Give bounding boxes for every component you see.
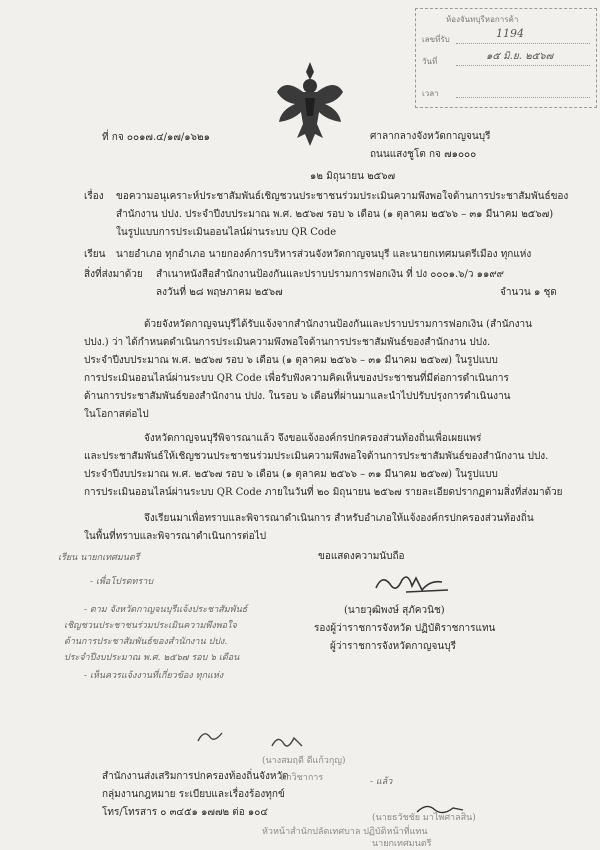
stamp-receive-no: 1194 xyxy=(496,27,524,40)
enclosure-line: ลงวันที่ ๒๘ พฤษภาคม ๒๕๖๗ xyxy=(156,287,283,298)
footer-division: กลุ่มงานกฎหมาย ระเบียบและเรื่องร้องทุกข์ xyxy=(102,789,285,800)
stamp-time-label: เวลา xyxy=(422,89,439,98)
paragraph-line: จังหวัดกาญจนบุรีพิจารณาแล้ว จึงขอแจ้งองค์กรปกครองส่วนท้องถิ่นเพื่อเผยแพร่ xyxy=(144,433,482,444)
paragraph-line: ด้านการประชาสัมพันธ์ของสำนักงาน ปปง. ในรอบ ๖ เดือนที่ผ่านมาและนำไปปรับปรุงการดำเนินงาน xyxy=(84,391,511,402)
garuda-emblem-icon xyxy=(275,58,345,150)
stamp-line xyxy=(456,65,590,66)
enclosure-quantity: จำนวน ๑ ชุด xyxy=(500,287,557,298)
initials-icon xyxy=(268,732,308,752)
annotation-line: ด้านการประชาสัมพันธ์ของสำนักงาน ปปง. xyxy=(64,637,228,647)
clerk-name: (นางสมฤดี ดีแก้วกุญ) xyxy=(262,756,346,766)
paragraph-line: ด้วยจังหวัดกาญจนบุรีได้รับแจ้งจากสำนักงานป้องกันและปราบปรามการฟอกเงิน (สำนักงาน xyxy=(144,319,532,330)
clerk-title: นักวิชาการ xyxy=(280,773,324,783)
paragraph-line: ปปง.) ว่า ได้กำหนดดำเนินการประเมินความพึงพอใจด้านการประชาสัมพันธ์ของสำนักงาน ปปง. xyxy=(84,337,491,348)
enclosure-line: สำเนาหนังสือสำนักงานป้องกันและปราบปรามการฟอกเงิน ที่ ปง ๐๐๐๑.๖/ว ๑๑๙๙ xyxy=(156,269,504,280)
stamp-date-label: วันที่ xyxy=(422,57,438,66)
signature-icon xyxy=(372,570,452,600)
officer-name: (นายธวัชชัย มาไพศาลสิน) xyxy=(372,813,476,823)
annotation-line: เชิญชวนประชาชนร่วมประเมินความพึงพอใจ xyxy=(64,621,237,631)
annotation-line: - ตาม จังหวัดกาญจนบุรีแจ้งประชาสัมพันธ์ xyxy=(84,605,248,615)
signer-name: (นายวุฒิพงษ์ สุภัควนิช) xyxy=(344,605,445,616)
receiving-stamp xyxy=(415,8,597,108)
subject-line: สำนักงาน ปปง. ประจำปีงบประมาณ พ.ศ. ๒๕๖๗ รอบ ๖ เดือน (๑ ตุลาคม ๒๕๖๖ – ๓๑ มีนาคม ๒๕๖๗) xyxy=(116,209,554,220)
office-address-line2: ถนนแสงชูโต กจ ๗๑๐๐๐ xyxy=(370,149,477,160)
office-address-line1: ศาลากลางจังหวัดกาญจนบุรี xyxy=(370,131,491,142)
paragraph-line: ในโอกาสต่อไป xyxy=(84,409,149,420)
annotation-line: - เห็นควรแจ้งงานที่เกี่ยวข้อง ทุกแห่ง xyxy=(84,671,224,681)
salutation-label: เรียน xyxy=(84,249,106,260)
stamp-receive-label: เลขที่รับ xyxy=(422,35,450,44)
stamp-line xyxy=(456,97,590,98)
officer-title: นายกเทศมนตรี xyxy=(372,839,432,849)
annotation-line: - เพื่อโปรดทราบ xyxy=(90,577,154,587)
footer-phone: โทร/โทรสาร ๐ ๓๔๕๑ ๑๗๗๒ ต่อ ๑๐๔ xyxy=(102,807,268,818)
subject-label: เรื่อง xyxy=(84,191,104,202)
paragraph-line: การประเมินออนไลน์ผ่านระบบ QR Code ภายในวันที่ ๒๐ มิถุนายน ๒๕๖๗ รายละเอียดปรากฏตามสิ่งที่ส่งมาด้วย xyxy=(84,487,563,498)
annotation-line: เรียน นายกเทศมนตรี xyxy=(58,553,140,563)
enclosure-label: สิ่งที่ส่งมาด้วย xyxy=(84,269,143,280)
paragraph-line: ประจำปีงบประมาณ พ.ศ. ๒๕๖๗ รอบ ๖ เดือน (๑ ตุลาคม ๒๕๖๖ – ๓๑ มีนาคม ๒๕๖๗) ในรูปแบบ xyxy=(84,469,498,480)
officer-title: หัวหน้าสำนักปลัดเทศบาล ปฏิบัติหน้าที่แทน xyxy=(262,827,428,837)
stamp-line xyxy=(456,43,590,44)
paragraph-line: ประจำปีงบประมาณ พ.ศ. ๒๕๖๗ รอบ ๖ เดือน (๑ ตุลาคม ๒๕๖๖ – ๓๑ มีนาคม ๒๕๖๗) ในรูปแบบ xyxy=(84,355,498,366)
body-paragraph-3 xyxy=(84,510,564,546)
stamp-agency: ห้องจันทบุรีหอการค้า xyxy=(446,15,519,24)
initials-icon xyxy=(196,725,226,747)
body-paragraph-2 xyxy=(84,430,564,502)
subject-line: ขอความอนุเคราะห์ประชาสัมพันธ์เชิญชวนประชาชนร่วมประเมินความพึงพอใจด้านการประชาสัมพันธ์ของ xyxy=(116,191,569,202)
stamp-date: ๑๕ มิ.ย. ๒๕๖๗ xyxy=(486,51,554,62)
subject-line: ในรูปแบบการประเมินออนไลน์ผ่านระบบ QR Code xyxy=(116,227,337,238)
document-date: ๑๒ มิถุนายน ๒๕๖๗ xyxy=(310,171,396,182)
paragraph-line: ในพื้นที่ทราบและพิจารณาดำเนินการต่อไป xyxy=(84,531,267,542)
paragraph-line: และประชาสัมพันธ์ให้เชิญชวนประชาชนร่วมประเมินความพึงพอใจด้านการประชาสัมพันธ์ของสำนักงาน ปปง. xyxy=(84,451,549,462)
paragraph-line: การประเมินออนไลน์ผ่านระบบ QR Code เพื่อรับฟังความคิดเห็นของประชาชนที่มีต่อการดำเนินการ xyxy=(84,373,509,384)
document-number: ที่ กจ ๐๐๑๗.๔/๑๗/๑๖๒๑ xyxy=(102,132,210,143)
signer-title: ผู้ว่าราชการจังหวัดกาญจนบุรี xyxy=(330,641,456,652)
closing-regards: ขอแสดงความนับถือ xyxy=(318,551,405,562)
salutation-text: นายอำเภอ ทุกอำเภอ นายกองค์การบริหารส่วนจังหวัดกาญจนบุรี และนายกเทศมนตรีเมือง ทุกแห่ง xyxy=(116,249,532,260)
footer-office: สำนักงานส่งเสริมการปกครองท้องถิ่นจังหวัด xyxy=(102,771,289,782)
body-paragraph-1 xyxy=(84,316,564,424)
paragraph-line: จึงเรียนมาเพื่อทราบและพิจารณาดำเนินการ สำหรับอำเภอให้แจ้งองค์กรปกครองส่วนท้องถิ่น xyxy=(144,513,534,524)
annotation-line: ประจำปีงบประมาณ พ.ศ. ๒๕๖๗ รอบ ๖ เดือน xyxy=(64,653,240,663)
acknowledged-note: - แล้ว xyxy=(370,777,393,787)
signer-title: รองผู้ว่าราชการจังหวัด ปฏิบัติราชการแทน xyxy=(314,623,496,634)
